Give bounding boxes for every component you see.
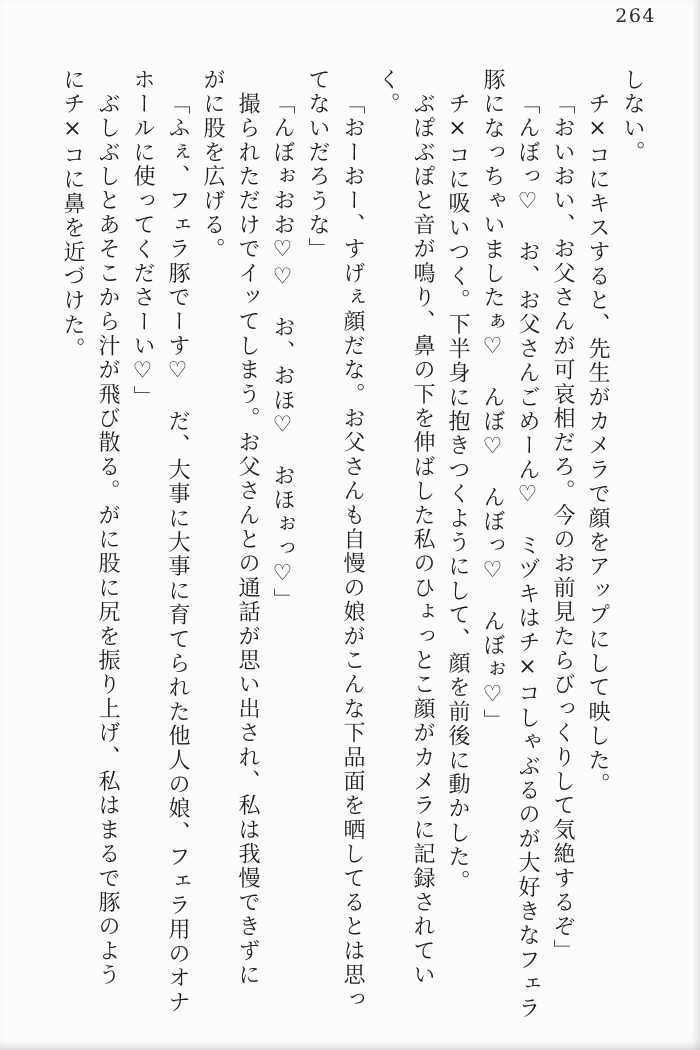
text-line: 「おいおい、お父さんが可哀相だろ。今のお前見たらびっくりして気絶するぞ」 xyxy=(550,92,575,964)
body-text xyxy=(55,68,650,1033)
text-line: てないだろうな」 xyxy=(305,68,330,262)
text-line: 「んぼぉおお♡♡ お、おほ♡ おほぉっ♡」 xyxy=(270,92,295,613)
text-line: しない。 xyxy=(620,68,645,165)
text-line: 「おーおー、すげぇ顔だな。お父さんも自慢の娘がこんな下品面を晒してるとは思っ xyxy=(340,92,365,1012)
text-line: 「んぼっ♡ お、お父さんごめーん♡ ミヅキはチ×コしゃぶるのが大好きなフェラ xyxy=(515,92,540,1021)
text-line: く。 xyxy=(375,68,400,117)
text-line: チ×コにキスすると、先生がカメラで顔をアップにして映した。 xyxy=(585,92,610,797)
text-line: 撮られただけでイッてしまう。お父さんとの通話が思い出され、私は我慢できずに xyxy=(235,92,260,988)
text-line: 「ふぇ、フェラ豚でーす♡ だ、大事に大事に育てられた他人の娘、フェラ用のオナ xyxy=(165,92,190,1015)
text-line: ホールに使ってくださーい♡」 xyxy=(130,68,155,410)
text-line: ぶしぶしとあそこから汁が飛び散る。がに股に尻を振り上げ、私はまるで豚のよう xyxy=(95,92,120,988)
text-line: ぶぽぶぽと音が鳴り、鼻の下を伸ばした私のひょっとこ顔がカメラに記録されてい xyxy=(410,92,435,988)
text-line: 豚になっちゃいましたぁ♡ んぼ♡ んぼっ♡ んぼぉ♡」 xyxy=(480,68,505,734)
text-line: にチ×コに鼻を近づけた。 xyxy=(60,68,85,362)
text-line: がに股を広げる。 xyxy=(200,68,225,262)
text-line: チ×コに吸いつく。下半身に抱きつくようにして、顔を前後に動かした。 xyxy=(445,92,470,894)
page-number: 264 xyxy=(615,5,656,27)
